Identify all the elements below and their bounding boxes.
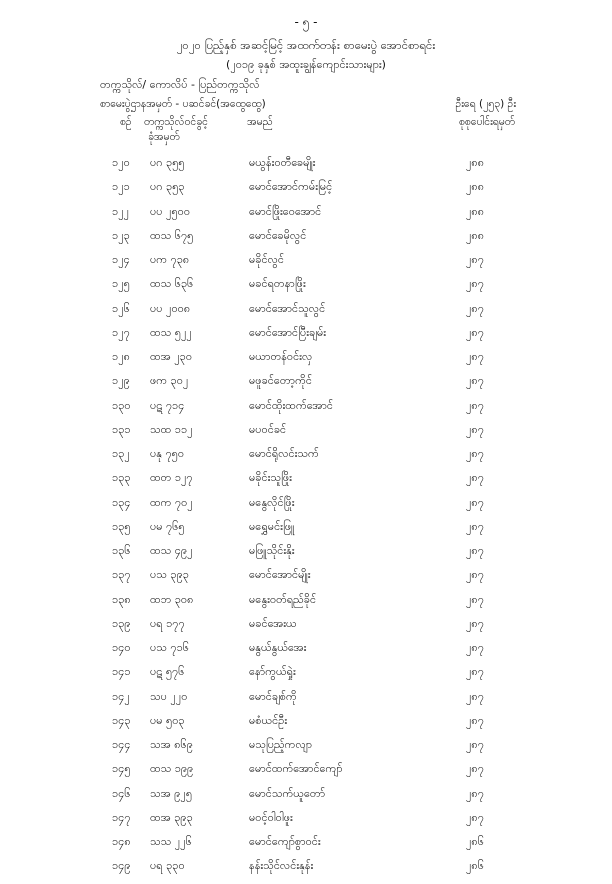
list-item bbox=[0, 859, 612, 883]
total-marks: ၂၈၇ bbox=[466, 689, 484, 703]
total-marks: ၂၈၇ bbox=[466, 762, 484, 776]
row-number: ၁၃၀ bbox=[112, 398, 131, 412]
total-marks: ၂၈၇ bbox=[466, 447, 484, 460]
student-name: မရွှေမင်းဖြူ bbox=[249, 519, 295, 533]
total-marks: ၂၈၇ bbox=[466, 301, 484, 315]
total-marks: ၂၈၆ bbox=[466, 859, 484, 873]
total-marks: ၂၈၇ bbox=[466, 738, 484, 751]
total-marks: ၂၈၇ bbox=[466, 277, 484, 291]
row-number: ၁၃၈ bbox=[112, 592, 131, 606]
total-marks: ၂၈၆ bbox=[466, 835, 484, 848]
student-name: မနွယ်နွယ်အေး bbox=[249, 641, 307, 654]
row-number: ၁၂၉ bbox=[112, 374, 130, 388]
list-item bbox=[0, 690, 612, 714]
student-name: မဖြူသိုင်းနိုး bbox=[249, 544, 295, 557]
roll-number: သထ ၁၁၂ bbox=[150, 422, 193, 436]
list-item bbox=[0, 156, 612, 180]
list-item bbox=[0, 544, 612, 568]
student-name: မခိုင်လွင် bbox=[249, 253, 284, 266]
row-number: ၁၄၃ bbox=[112, 713, 131, 727]
list-item bbox=[0, 568, 612, 592]
list-item bbox=[0, 423, 612, 447]
roll-number: ပမ ၇၆၅ bbox=[150, 519, 185, 533]
page-number: - ၅ - bbox=[294, 15, 318, 29]
student-name: မောင်ရိုလင်းသက် bbox=[249, 447, 319, 460]
row-number: ၁၄၈ bbox=[112, 835, 131, 848]
total-marks: ၂၈၈ bbox=[466, 156, 484, 169]
total-marks: ၂၈၇ bbox=[466, 374, 484, 388]
list-item bbox=[0, 180, 612, 204]
row-number: ၁၃၉ bbox=[112, 616, 131, 630]
student-name: နန်းသိုင်လင်းနုန်း bbox=[249, 859, 314, 873]
student-name: မခိုင်းသူဖြိုး bbox=[249, 471, 292, 485]
student-name: မောင်ဖြိုးဝေအောင် bbox=[249, 204, 322, 218]
total-marks: ၂၈၇ bbox=[466, 253, 484, 266]
roll-number: ပပ ၂၅၀၀ bbox=[150, 204, 191, 218]
roll-number: ထသ ၆၇၅ bbox=[150, 228, 194, 242]
roll-number: ပဋ ၇၁၄ bbox=[150, 398, 185, 412]
student-name: မဖူခင်တော့ကိုင် bbox=[249, 374, 312, 388]
total-marks: ၂၈၇ bbox=[466, 471, 484, 485]
roll-number: ထအ ၂၃၀ bbox=[150, 350, 193, 363]
list-item bbox=[0, 762, 612, 786]
roll-number: ပသ ၇၁၆ bbox=[150, 641, 189, 654]
list-item bbox=[0, 350, 612, 374]
list-item bbox=[0, 811, 612, 835]
student-name: မောင်ကျော်စွာဝင်း bbox=[249, 835, 321, 848]
total-marks: ၂၈၇ bbox=[466, 592, 484, 606]
student-name: မောင်ချစ်ကို bbox=[249, 689, 297, 703]
row-number: ၁၄၄ bbox=[112, 738, 131, 751]
student-name: မစံယင်ဦး bbox=[249, 713, 288, 727]
column-header-total-marks: စုစုပေါင်းရမှတ် bbox=[458, 116, 515, 128]
roll-number: ထသ ၁၉၉ bbox=[150, 762, 194, 776]
list-item bbox=[0, 326, 612, 350]
list-item bbox=[0, 738, 612, 762]
student-name: မောင်အောင်မျိုး bbox=[249, 568, 311, 582]
total-marks: ၂၈၇ bbox=[466, 641, 484, 654]
roll-number: သအ ၈၆၉ bbox=[150, 738, 193, 751]
column-header-roll: တက္ကသိုလ်ဝင်ခွင့် bbox=[144, 116, 208, 128]
total-marks: ၂၈၇ bbox=[466, 713, 484, 727]
roll-number: ပသ ၃၉၃ bbox=[150, 568, 189, 582]
row-number: ၁၂၂ bbox=[112, 204, 129, 218]
list-item bbox=[0, 205, 612, 229]
column-header-roll-number: ခုံအမှတ် bbox=[148, 131, 180, 143]
row-number: ၁၃၁ bbox=[112, 422, 131, 436]
total-marks: ၂၈၈ bbox=[466, 180, 484, 194]
region-label: တက္ကသိုလ်/ ကောလိပ် - ပြည်တက္ကသိုလ် bbox=[100, 78, 260, 91]
student-name: မောင်ထက်အောင်ကျော် bbox=[249, 762, 343, 776]
list-item bbox=[0, 253, 612, 277]
row-number: ၁၄၇ bbox=[112, 810, 131, 824]
roll-number: ပရ ၁၇၇ bbox=[150, 616, 185, 630]
column-header-name: အမည် bbox=[247, 116, 273, 128]
row-number: ၁၃၆ bbox=[112, 544, 131, 557]
list-item bbox=[0, 471, 612, 495]
list-item bbox=[0, 277, 612, 301]
total-marks: ၂၈၇ bbox=[466, 422, 484, 436]
student-name: မသုပြည့်ကလျာ bbox=[249, 738, 313, 751]
student-name: မပဝင်ခင် bbox=[249, 422, 287, 436]
roll-number: ထတ ၁၂၇ bbox=[150, 471, 193, 485]
student-name: မယာတန်ဝင်းလှ bbox=[249, 350, 313, 363]
total-marks: ၂၈၇ bbox=[466, 325, 484, 339]
total-marks: ၂၈၇ bbox=[466, 616, 484, 630]
roll-number: ပဋ ၅၇၆ bbox=[150, 665, 185, 679]
list-item bbox=[0, 665, 612, 689]
roll-number: သပ ၂၂၀ bbox=[150, 689, 188, 703]
row-number: ၁၂၁ bbox=[112, 180, 130, 194]
row-number: ၁၂၀ bbox=[112, 156, 130, 169]
row-number: ၁၃၇ bbox=[112, 568, 131, 582]
student-name: မနွေးဝတ်ရည်ခိုင် bbox=[249, 592, 317, 606]
document-title: ၂၀၂၀ ပြည့်နှစ် အဆင့်မြင့် အထက်တန်း စာမေးပွဲ အောင်စာရင်း bbox=[176, 38, 436, 52]
total-marks: ၂၈၈ bbox=[466, 204, 484, 218]
total-marks: ၂၈၇ bbox=[466, 810, 484, 824]
student-name: မောင်အောင်ကမ်းမြင့် bbox=[249, 180, 333, 194]
roll-number: ပဂ ၃၅၅ bbox=[150, 156, 185, 169]
student-name: မနွေလိုင်ဖြိုး bbox=[249, 495, 295, 509]
row-number: ၁၄၅ bbox=[112, 762, 131, 776]
row-number: ၁၃၃ bbox=[112, 471, 131, 485]
list-item bbox=[0, 787, 612, 811]
student-name: မောင်သက်ယူတော် bbox=[249, 786, 326, 800]
roll-number: သသ ၂၂၆ bbox=[150, 835, 192, 848]
row-number: ၁၄၆ bbox=[112, 786, 131, 800]
list-item bbox=[0, 399, 612, 423]
row-number: ၁၂၃ bbox=[112, 228, 130, 242]
roll-number: ထသ ၄၉၂ bbox=[150, 544, 193, 557]
student-name: မဝင့်ဝါဝါဖူး bbox=[249, 810, 293, 824]
roll-number: ထသ ၅၂၂ bbox=[150, 325, 192, 339]
row-number: ၁၄၂ bbox=[112, 689, 130, 703]
document-subtitle: (၂၀၁၉ ခုနှစ် အထူးချွန်ကျောင်းသားများ) bbox=[226, 58, 386, 71]
row-number: ၁၂၇ bbox=[112, 325, 130, 339]
row-number: ၁၄၉ bbox=[112, 859, 131, 873]
roll-number: ပဂ ၃၅၃ bbox=[150, 180, 185, 194]
list-item bbox=[0, 641, 612, 665]
list-item bbox=[0, 835, 612, 859]
roll-number: ထဘ ၃၀၈ bbox=[150, 592, 194, 606]
row-number: ၁၃၅ bbox=[112, 519, 131, 533]
roll-number: ထသ ၆၃၆ bbox=[150, 277, 194, 291]
student-name: မခင်ရတနာဖြိုး bbox=[249, 277, 306, 291]
student-name: မောင်ထိုးထက်အောင် bbox=[249, 398, 333, 412]
total-marks: ၂၈၇ bbox=[466, 568, 484, 582]
results-list bbox=[0, 156, 612, 884]
total-marks: ၂၈၇ bbox=[466, 398, 484, 412]
roll-number: သအ ၉၂၅ bbox=[150, 786, 193, 800]
roll-number: ပနု ၇၅၀ bbox=[150, 447, 185, 460]
roll-number: ပပ ၂၀၀၈ bbox=[150, 301, 191, 315]
student-name: မောင်ခေမိုလွင် bbox=[249, 228, 307, 242]
exam-center-label: စာမေးပွဲဌာနအမှတ် - ပဆင်ခင်(အထွေထွေ) bbox=[100, 98, 266, 110]
list-item bbox=[0, 714, 612, 738]
student-name: နော်ကွယ်ရှုဲး bbox=[249, 665, 296, 679]
column-header-no: စဉ် bbox=[120, 116, 132, 128]
list-item bbox=[0, 520, 612, 544]
count-label: ဦးရေ (၂၅၃) ဦး bbox=[455, 98, 516, 110]
roll-number: ထက ၇၀၂ bbox=[150, 495, 193, 509]
roll-number: ပမ ၅၀၃ bbox=[150, 713, 185, 727]
list-item bbox=[0, 593, 612, 617]
list-item bbox=[0, 302, 612, 326]
row-number: ၁၂၈ bbox=[112, 350, 130, 363]
row-number: ၁၂၆ bbox=[112, 301, 130, 315]
row-number: ၁၃၄ bbox=[112, 495, 131, 509]
student-name: မောင်အောင်ပြီးချမ်း bbox=[249, 325, 327, 339]
list-item bbox=[0, 447, 612, 471]
total-marks: ၂၈၇ bbox=[466, 495, 484, 509]
list-item bbox=[0, 617, 612, 641]
list-item bbox=[0, 496, 612, 520]
roll-number: ပရ ၃၃၀ bbox=[150, 859, 185, 873]
roll-number: ဖက ၃၀၂ bbox=[150, 374, 189, 388]
total-marks: ၂၈၇ bbox=[466, 665, 484, 679]
total-marks: ၂၈၇ bbox=[466, 786, 484, 800]
student-name: မယွန်းဝတီခေမျိုး bbox=[249, 156, 316, 169]
total-marks: ၂၈၇ bbox=[466, 350, 484, 363]
row-number: ၁၂၅ bbox=[112, 277, 130, 291]
student-name: မခင်အေးယ bbox=[249, 616, 297, 630]
student-name: မောင်အောင်သူလွင် bbox=[249, 301, 326, 315]
row-number: ၁၃၂ bbox=[112, 447, 130, 460]
total-marks: ၂၈၈ bbox=[466, 228, 484, 242]
row-number: ၁၄၀ bbox=[112, 641, 131, 654]
roll-number: ထအ ၃၉၃ bbox=[150, 810, 193, 824]
row-number: ၁၂၄ bbox=[112, 253, 130, 266]
roll-number: ပက ၇၃၈ bbox=[150, 253, 190, 266]
total-marks: ၂၈၇ bbox=[466, 544, 484, 557]
total-marks: ၂၈၇ bbox=[466, 519, 484, 533]
list-item bbox=[0, 229, 612, 253]
list-item bbox=[0, 374, 612, 398]
row-number: ၁၄၁ bbox=[112, 665, 131, 679]
